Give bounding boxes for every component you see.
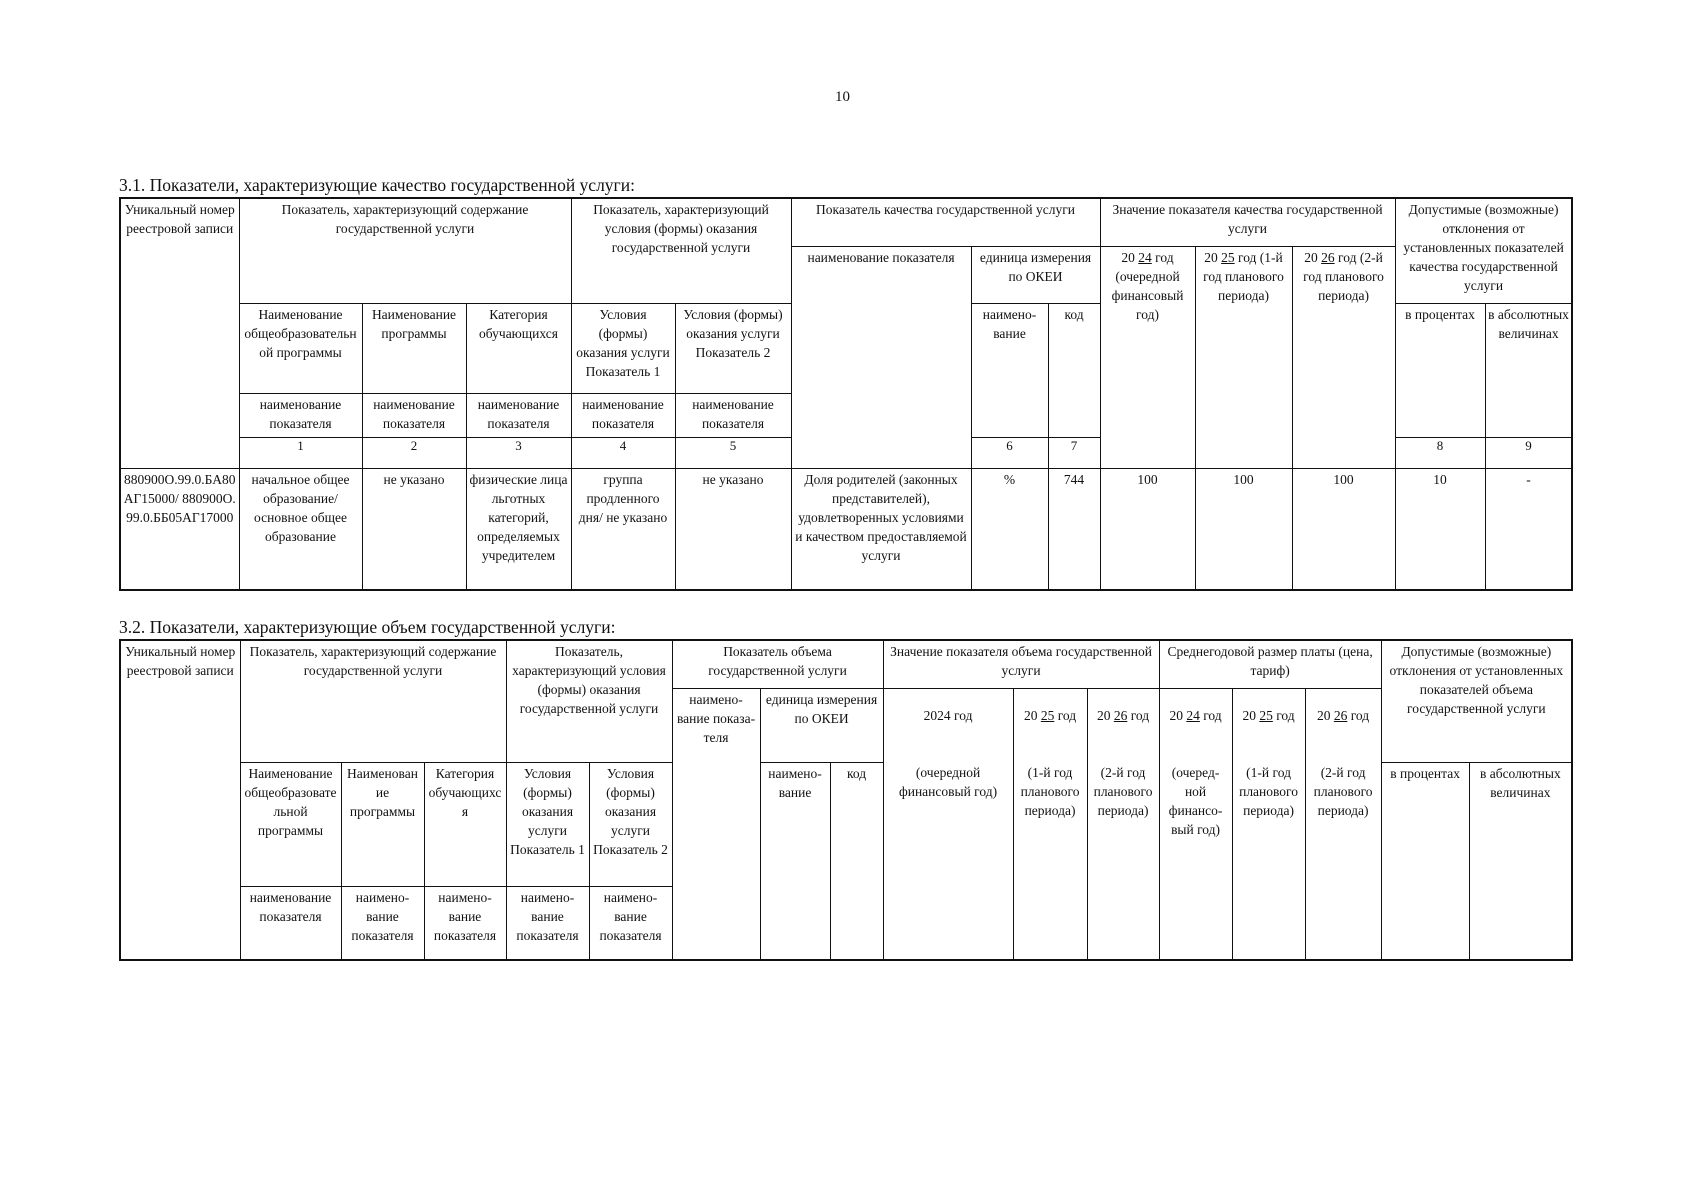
column-number: 7 [1048,437,1100,468]
header-deviation-percent: в процентах [1381,762,1469,960]
header-deviation: Допустимые (возможные) отклонения от установленных показателей объема государственной услуги [1381,640,1572,762]
volume-indicators-table [119,639,1573,961]
cell-unit-code: 744 [1048,468,1100,590]
header-deviation-percent: в процентах [1395,303,1485,437]
cell-indicator-name: Доля родителей (законных представителей), удовлетворенных условиями и качеством предоставляемой услуги [791,468,971,590]
header-average-fee: Среднегодовой размер платы (цена, тариф) [1159,640,1381,688]
header-condition-1: Условия (формы) оказания услуги Показатель 1 [506,762,589,886]
header-fee-2026: 20 26 год [1305,688,1381,762]
header-year-2024: 20 24 год (очередной финансовый год) [1100,246,1195,468]
header-year-2025: 20 25 год (1-й год планового периода) [1195,246,1292,468]
page-number: 10 [835,89,850,105]
header-condition-1: Условия (формы) оказания услуги Показатель 1 [571,303,675,393]
header-year-2025: 20 25 год [1013,688,1087,762]
header-fee-2025-note: (1-й год планового периода) [1232,762,1305,960]
header-unit-okei: единица измерения по ОКЕИ [760,688,883,762]
quality-indicators-table [119,197,1573,591]
header-unit-okei: единица измерения по ОКЕИ [971,246,1100,303]
header-year-2026: 20 26 год (2-й год планового периода) [1292,246,1395,468]
header-quality-value: Значение показателя качества государственной услуги [1100,198,1395,246]
header-indicator-name-2: наименование показателя [240,886,341,960]
header-unit-name: наимено- вание [760,762,830,960]
header-condition-2: Условия (формы) оказания услуги Показатель 2 [675,303,791,393]
header-content-indicator: Показатель, характеризующий содержание государственной услуги [240,640,506,762]
cell-program-name: не указано [362,468,466,590]
volume-section-title: 3.2. Показатели, характеризующие объем государственной услуги: [119,617,616,637]
header-deviation-absolute: в абсолютных величинах [1469,762,1572,960]
header-fee-2025: 20 25 год [1232,688,1305,762]
header-volume-value: Значение показателя объема государственной услуги [883,640,1159,688]
header-conditions-indicator: Показатель, характеризующий условия (формы) оказания государственной услуги [571,198,791,303]
header-volume-indicator: Показатель объема государственной услуги [672,640,883,688]
header-indicator-name-3: наимено- вание показателя [341,886,424,960]
column-number: 8 [1395,437,1485,468]
header-indicator-name-3: наименование показателя [362,393,466,437]
header-program-type: Наименование общеобразовательной программы [240,762,341,886]
cell-value-2026: 100 [1292,468,1395,590]
header-program-type: Наименование общеобразовательной программы [239,303,362,393]
cell-value-2024: 100 [1100,468,1195,590]
header-program-name: Наименование программы [341,762,424,886]
header-year-2026: 20 26 год [1087,688,1159,762]
header-indicator-name-6: наименование показателя [675,393,791,437]
header-unique-number: Уникальный номер реестровой записи [120,640,240,960]
cell-registry-number: 880900О.99.0.БА80АГ15000/ 880900О.99.0.ББ05АГ17000 [120,468,239,590]
header-unique-number: Уникальный номер реестровой записи [120,198,239,468]
header-conditions-indicator: Показатель, характеризующий условия (формы) оказания государственной услуги [506,640,672,762]
header-condition-2: Условия (формы) оказания услуги Показатель 2 [589,762,672,886]
header-student-category: Категория обучающихся [424,762,506,886]
header-program-name: Наименование программы [362,303,466,393]
header-unit-code: код [1048,303,1100,437]
header-year-2024: 2024 год [883,688,1013,762]
header-year-2024-note: (очередной финансовый год) [883,762,1013,960]
header-fee-2024-note: (очеред- ной финансо- вый год) [1159,762,1232,960]
header-deviation-absolute: в абсолютных величинах [1485,303,1572,437]
header-indicator-name-4: наименование показателя [466,393,571,437]
header-indicator-name: наименование показателя [791,246,971,468]
header-unit-name: наимено- вание [971,303,1048,437]
header-indicator-name-6: наимено- вание показателя [589,886,672,960]
column-number: 2 [362,437,466,468]
column-number: 4 [571,437,675,468]
header-content-indicator: Показатель, характеризующий содержание государственной услуги [239,198,571,303]
header-year-2025-note: (1-й год планового периода) [1013,762,1087,960]
column-number: 5 [675,437,791,468]
quality-section-title: 3.1. Показатели, характеризующие качество государственной услуги: [119,175,635,195]
header-indicator-name-5: наименование показателя [571,393,675,437]
cell-deviation-percent: 10 [1395,468,1485,590]
header-deviation: Допустимые (возможные) отклонения от установленных показателей качества государственной услуги [1395,198,1572,303]
cell-value-2025: 100 [1195,468,1292,590]
header-unit-code: код [830,762,883,960]
cell-program: начальное общее образование/ основное общее образование [239,468,362,590]
header-year-2026-note: (2-й год планового периода) [1087,762,1159,960]
column-number: 9 [1485,437,1572,468]
column-number: 6 [971,437,1048,468]
cell-unit-name: % [971,468,1048,590]
cell-deviation-absolute: - [1485,468,1572,590]
header-student-category: Категория обучающихся [466,303,571,393]
cell-condition-2: не указано [675,468,791,590]
cell-condition-1: группа продленного дня/ не указано [571,468,675,590]
header-indicator-name-4: наимено- вание показателя [424,886,506,960]
column-number: 1 [239,437,362,468]
header-quality-indicator: Показатель качества государственной услуги [791,198,1100,246]
cell-category: физические лица льготных категорий, определяемых учредителем [466,468,571,590]
header-volume-indicator-name: наимено- вание показа- теля [672,688,760,960]
header-fee-2026-note: (2-й год планового периода) [1305,762,1381,960]
header-indicator-name-5: наимено- вание показателя [506,886,589,960]
header-fee-2024: 20 24 год [1159,688,1232,762]
column-number: 3 [466,437,571,468]
header-indicator-name-2: наименование показателя [239,393,362,437]
table-row [120,468,1572,590]
